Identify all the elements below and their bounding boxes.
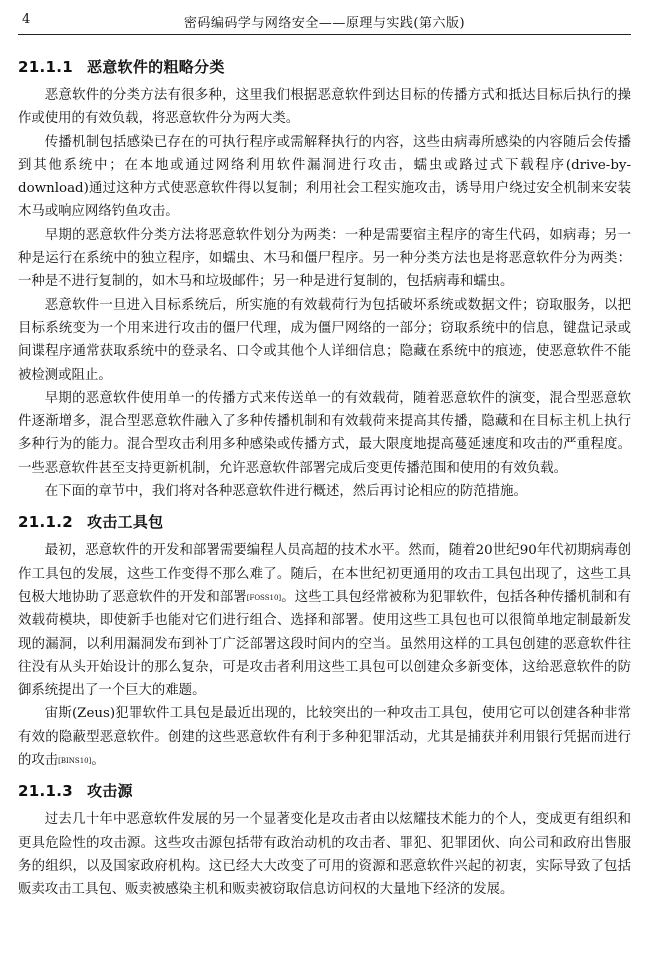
paragraph: 过去几十年中恶意软件发展的另一个显著变化是攻击者由以炫耀技术能力的个人，变成更有组织和更具危险性的攻击源。这些攻击源包括带有政治动机的攻击者、罪犯、犯罪团伙、向公司和政府出售服务的组织，以及国家政府机构。这已经大大改变了可用的资源和恶意软件兴起的初衷，实际导致了包括贩卖攻击工具包、贩卖被感染主机和贩卖被窃取信息访问权的大量地下经济的发展。 xyxy=(18,812,631,898)
section-title: 恶意软件的粗略分类 xyxy=(86,58,225,76)
page-number: 4 xyxy=(22,12,31,27)
section-heading xyxy=(18,511,631,533)
page-header xyxy=(18,10,631,35)
paragraph: 恶意软件的分类方法有很多种，这里我们根据恶意软件到达目标的传播方式和抵达目标后执行的操作或使用的有效负载，将恶意软件分为两大类。 xyxy=(18,88,631,127)
paragraph-text: 。这些工具包经常被称为犯罪软件，包括各种传播机制和有效载荷模块，即使新手也能对它们进行组合、选择和部署。使用这些工具包也可以很简单地定制最新发现的漏洞，以利用漏洞发布到补丁广泛部署这段时间内的空当。虽然用这样的工具包创建的恶意软件往往没有从头开始设计的那么复杂，可是攻击者利用这些工具包可以创建众多新变体，这给恶意软件的防御系统提出了一个巨大的难题。 xyxy=(18,589,631,699)
page-content xyxy=(18,56,631,902)
section-body xyxy=(18,808,631,901)
paragraph: 传播机制包括感染已存在的可执行程序或需解释执行的内容，这些由病毒所感染的内容随后会传播到其他系统中；在本地或通过网络利用软件漏洞进行攻击，蠕虫或路过式下载程序(drive-by-download)通过这种方式使恶意软件得以复制；利用社会工程实施攻击，诱导用户绕过安全机制来安装木马或响应网络钓鱼攻击。 xyxy=(18,134,631,220)
paragraph xyxy=(18,702,631,772)
paragraph: 早期的恶意软件分类方法将恶意软件划分为两类：一种是需要宿主程序的寄生代码，如病毒；另一种是运行在系统中的独立程序，如蠕虫、木马和僵尸程序。另一种分类方法也是将恶意软件分为两类：一种是不进行复制的，如木马和垃圾邮件；另一种是进行复制的，包括病毒和蠕虫。 xyxy=(18,227,631,290)
section-title: 攻击工具包 xyxy=(86,513,164,532)
paragraph-text: 最初，恶意软件的开发和部署需要编程人员高超的技术水平。然而，随着20世纪90年代初期病毒创作工具包的发展，这些工作变得不那么难了。随后，在本世纪初更通用的攻击工具包出现了，这些工具包极大地协助了恶意软件的开发和部署 xyxy=(18,543,631,605)
section-body xyxy=(18,84,631,503)
section-heading xyxy=(18,56,631,78)
citation: [BINS10] xyxy=(58,757,92,766)
section-number: 21.1.3 xyxy=(18,782,73,801)
paragraph: 早期的恶意软件使用单一的传播方式来传送单一的有效载荷，随着恶意软件的演变，混合型恶意软件逐渐增多，混合型恶意软件融入了多种传播机制和有效载荷来提高其传播，隐藏和在目标主机上执行多种行为的能力。混合型攻击利用多种感染或传播方式，最大限度地提高蔓延速度和攻击的严重程度。一些恶意软件甚至支持更新机制，允许恶意软件部署完成后变更传播范围和使用的有效负载。 xyxy=(18,390,631,476)
paragraph-text: 宙斯(Zeus)犯罪软件工具包是最近出现的，比较突出的一种攻击工具包，使用它可以创建各种非常有效的隐蔽型恶意软件。创建的这些恶意软件有利于多种犯罪活动，尤其是捕获并利用银行凭据而进行的攻击 xyxy=(18,706,631,769)
paragraph-text: 。 xyxy=(91,753,105,769)
section-title: 攻击源 xyxy=(86,782,133,801)
paragraph: 在下面的章节中，我们将对各种恶意软件进行概述，然后再讨论相应的防范措施。 xyxy=(44,484,527,500)
section-body xyxy=(18,539,631,772)
running-title: 密码编码学与网络安全——原理与实践(第六版) xyxy=(183,16,466,31)
section-number: 21.1.1 xyxy=(18,58,73,76)
section-heading xyxy=(18,780,631,802)
section-number: 21.1.2 xyxy=(18,513,73,532)
paragraph: 恶意软件一旦进入目标系统后，所实施的有效载荷行为包括破坏系统或数据文件；窃取服务，以把目标系统变为一个用来进行攻击的僵尸代理，成为僵尸网络的一部分；窃取系统中的信息，键盘记录或间谍程序通常获取系统中的登录名、口令或其他个人详细信息；隐藏在系统中的痕迹，使恶意软件不能被检测或阻止。 xyxy=(18,297,631,383)
citation: [FOSS10] xyxy=(246,593,282,602)
paragraph xyxy=(18,539,631,702)
